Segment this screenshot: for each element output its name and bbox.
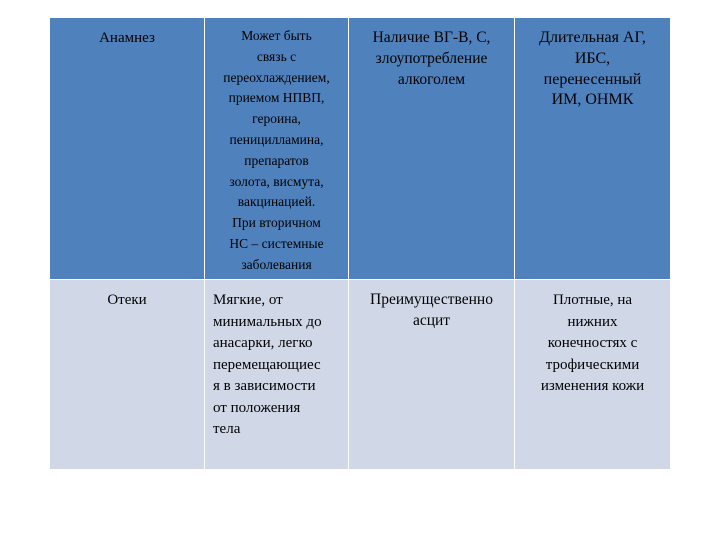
cell-line: анасарки, легко bbox=[213, 335, 313, 351]
edema-col3-cell bbox=[349, 280, 515, 470]
anamnesis-col3-cell bbox=[349, 18, 515, 280]
cell-line: золота, висмута, bbox=[229, 173, 324, 189]
row-label-anamnesis bbox=[50, 18, 205, 280]
cell-line: связь с bbox=[256, 48, 297, 64]
cell-line: изменения кожи bbox=[540, 378, 645, 394]
cell-line: конечностях с bbox=[547, 335, 638, 351]
cell-line: перенесенный bbox=[543, 70, 642, 88]
row-label-text: Отеки bbox=[107, 292, 147, 308]
cell-line: нижних bbox=[567, 313, 618, 330]
cell-line: Может быть bbox=[241, 28, 312, 43]
row-label-text: Анамнез bbox=[99, 30, 155, 46]
cell-line: героина, bbox=[252, 111, 301, 127]
cell-line: минимальных до bbox=[213, 313, 322, 330]
cell-line: Преимущественно bbox=[370, 291, 493, 308]
row-label-edema bbox=[50, 280, 205, 470]
cell-line: ИМ, ОНМК bbox=[551, 91, 634, 109]
cell-line: перемещающиес bbox=[213, 356, 321, 373]
cell-line: вакцинацией. bbox=[237, 194, 316, 210]
cell-line: ИБС, bbox=[574, 49, 611, 67]
cell-line: Наличие ВГ-В, С, bbox=[372, 29, 491, 46]
cell-line: Мягкие, от bbox=[213, 292, 283, 308]
anamnesis-col2-cell bbox=[205, 18, 349, 280]
edema-col4-cell bbox=[515, 280, 670, 470]
cell-line: При вторичном bbox=[232, 215, 321, 231]
anamnesis-col4-cell bbox=[515, 18, 670, 280]
cell-line: асцит bbox=[412, 311, 451, 329]
comparison-table bbox=[50, 18, 670, 470]
cell-line: трофическими bbox=[545, 356, 640, 373]
cell-line: пеницилламина, bbox=[229, 131, 324, 147]
cell-line: злоупотребление bbox=[375, 49, 488, 67]
cell-line: препаратов bbox=[244, 152, 309, 168]
cell-line: от положения bbox=[213, 399, 301, 416]
cell-line: Длительная АГ, bbox=[539, 29, 646, 46]
cell-line: заболевания bbox=[241, 256, 312, 272]
edema-col2-cell bbox=[205, 280, 349, 470]
cell-line: тела bbox=[213, 421, 241, 437]
cell-line: я в зависимости bbox=[213, 378, 316, 394]
cell-line: переохлаждением, bbox=[223, 69, 330, 85]
cell-line: алкоголем bbox=[397, 70, 466, 88]
cell-line: НС – системные bbox=[229, 235, 324, 251]
cell-line: приемом НПВП, bbox=[228, 90, 325, 106]
cell-line: Плотные, на bbox=[552, 292, 633, 308]
